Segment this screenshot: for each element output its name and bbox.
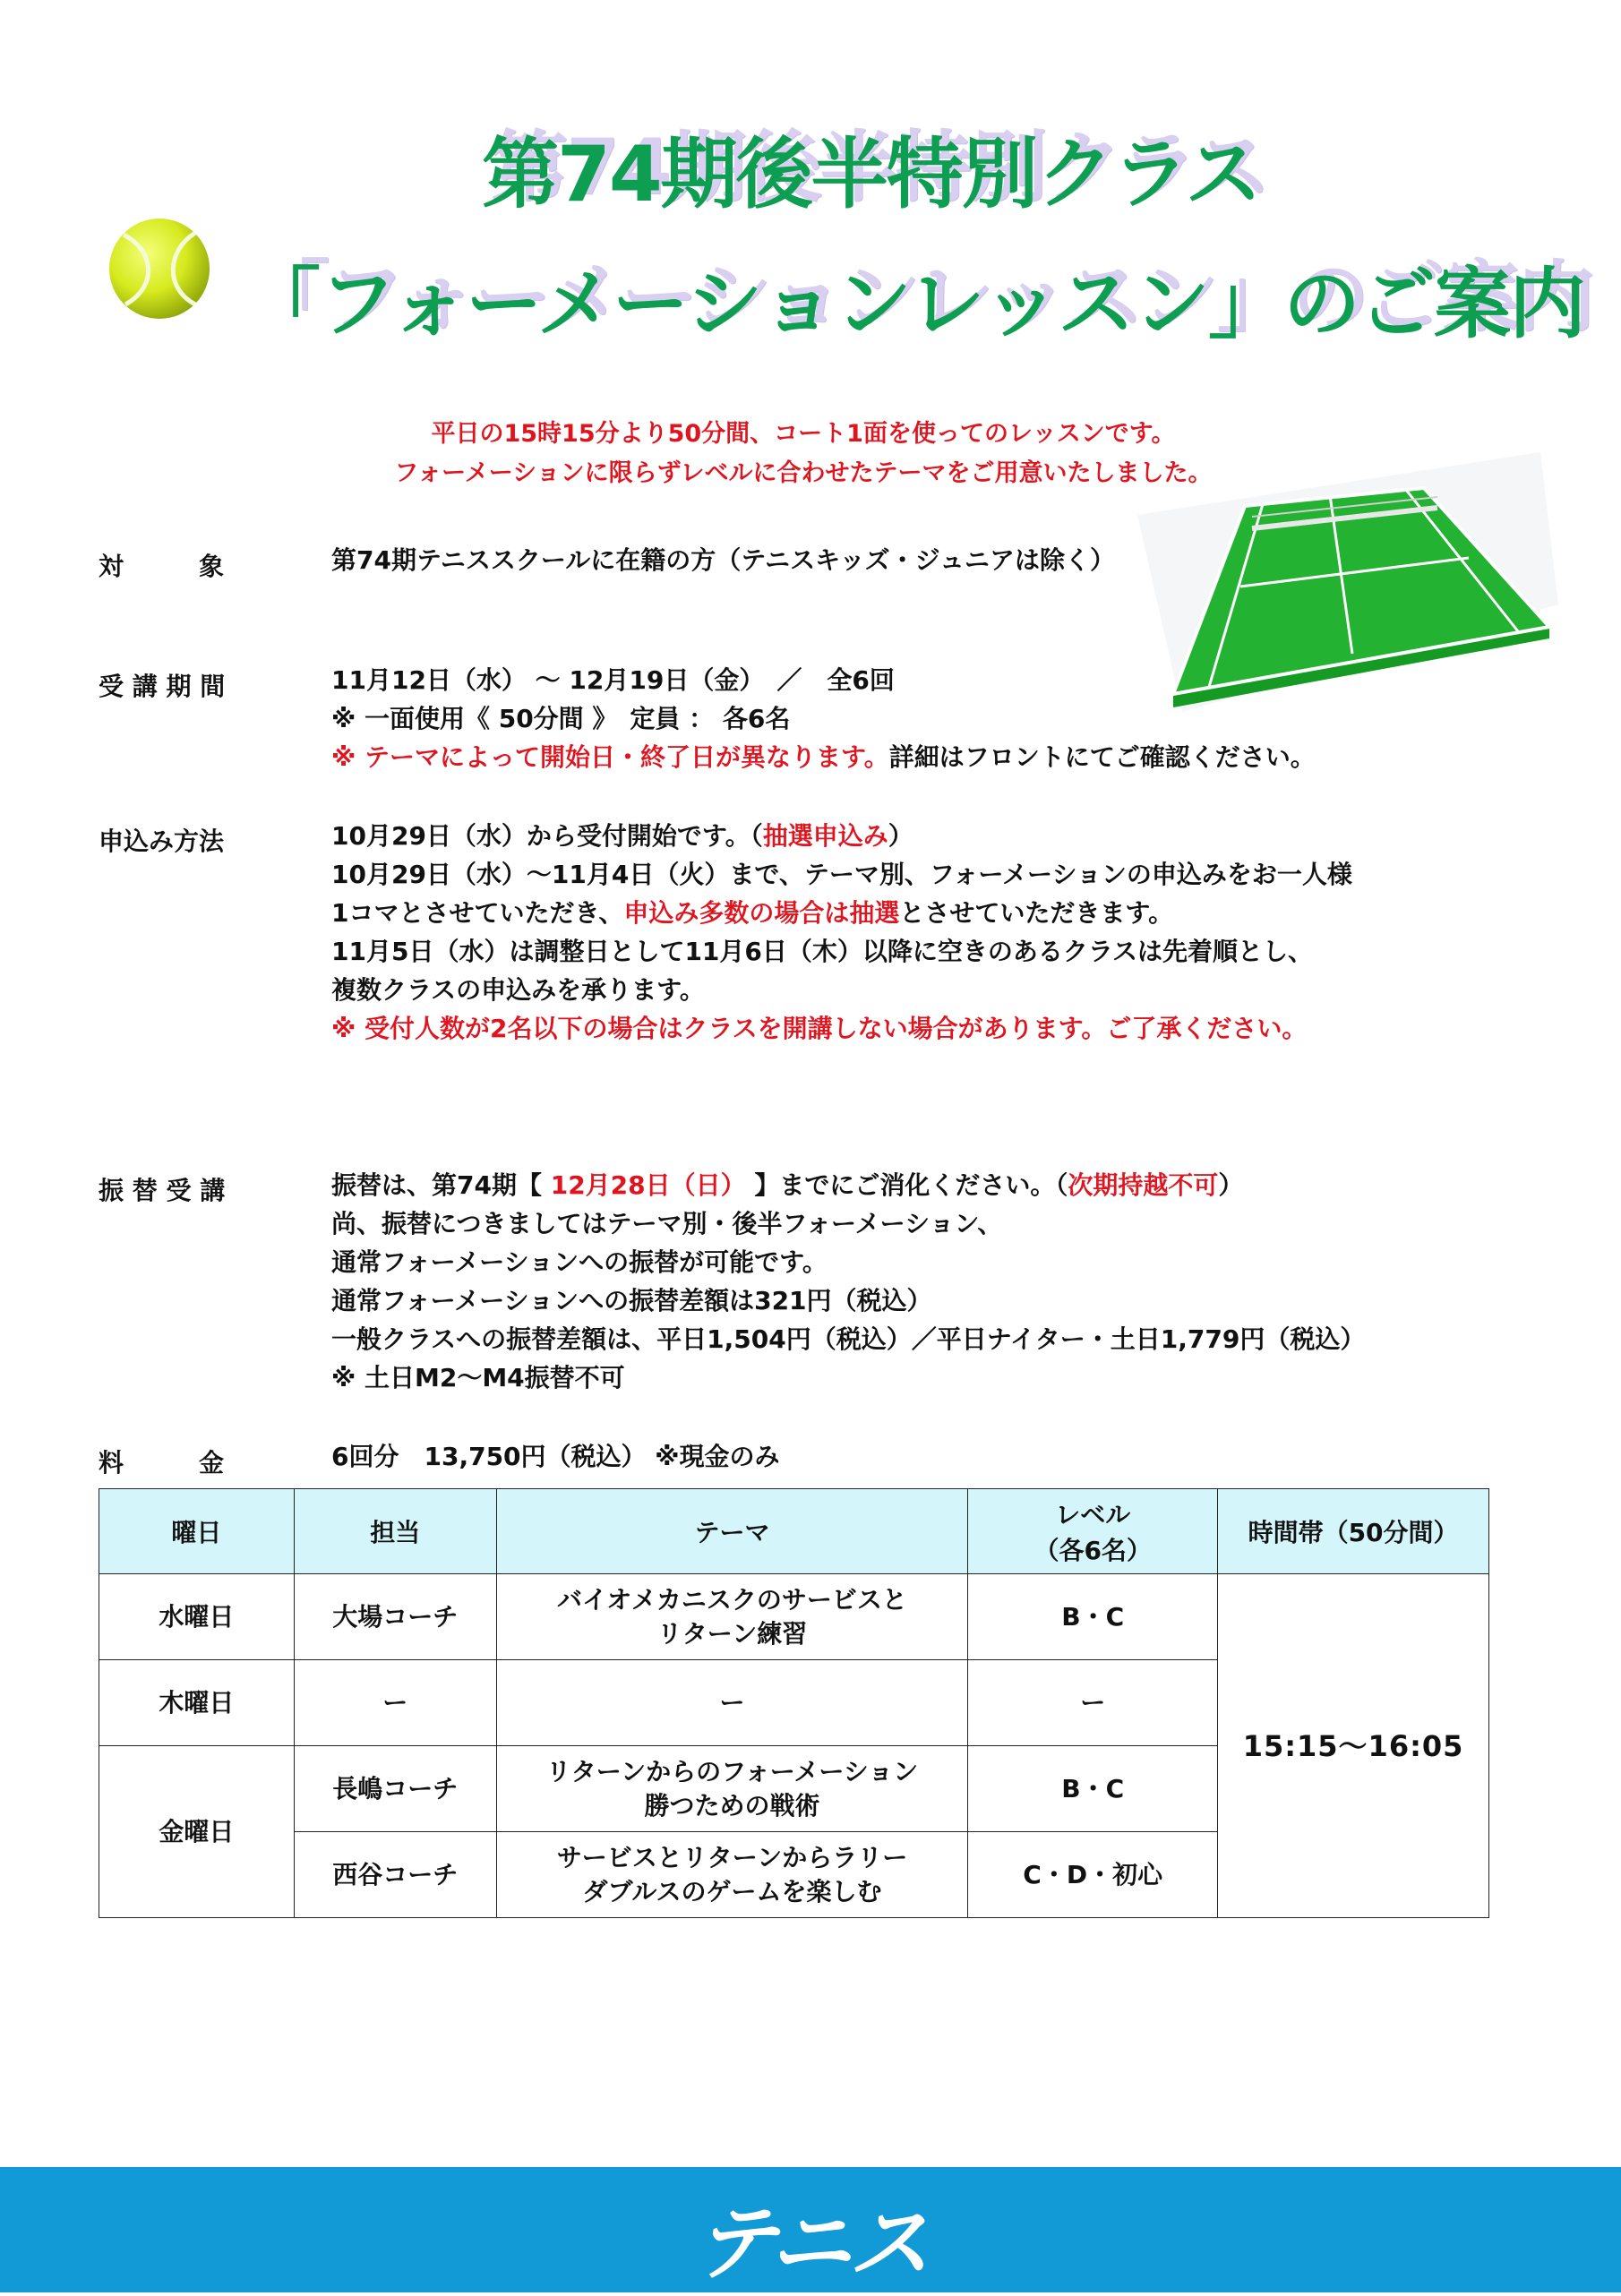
label-target: 対 象 bbox=[99, 552, 225, 581]
makeup-no-carryover: 次期持越不可 bbox=[1068, 1170, 1219, 1200]
cell-theme-line1: サービスとリターンからラリー bbox=[556, 1842, 908, 1872]
makeup-line1-c: ） bbox=[1218, 1170, 1244, 1200]
cell-level: C・D・初心 bbox=[968, 1832, 1218, 1918]
cell-theme-line2: リターン練習 bbox=[656, 1618, 808, 1649]
period-capacity: ※ 一面使用《 50分間 》 定員 ： 各6名 bbox=[331, 704, 791, 733]
schedule-table bbox=[99, 1488, 1489, 1918]
apply-line3 bbox=[331, 894, 1352, 932]
period-note-rest: 詳細はフロントにてご確認ください。 bbox=[888, 742, 1316, 772]
makeup-text-block bbox=[331, 1166, 1365, 1397]
label-makeup: 振 替 受 講 bbox=[99, 1176, 226, 1205]
apply-line3-b: とさせていただきます。 bbox=[899, 898, 1174, 928]
apply-line1-b: ） bbox=[888, 821, 913, 851]
cell-day: 木曜日 bbox=[99, 1660, 295, 1746]
fee-text-block bbox=[331, 1437, 780, 1476]
footer-logo-text: テニス bbox=[693, 2196, 928, 2292]
makeup-line3: 通常フォーメーションへの振替が可能です。 bbox=[331, 1247, 828, 1277]
makeup-line2: 尚、振替につきましてはテーマ別・後半フォーメーション、 bbox=[331, 1209, 1003, 1238]
apply-line3-a: 1コマとさせていただき、 bbox=[331, 898, 624, 928]
period-note bbox=[331, 738, 1316, 776]
makeup-line4: 通常フォーメーションへの振替差額は321円（税込） bbox=[331, 1286, 932, 1315]
cell-day: 金曜日 bbox=[99, 1746, 295, 1918]
apply-line1 bbox=[331, 817, 1352, 855]
intro-line1: 平日の15時15分より50分間、コート1面を使ってのレッスンです。 bbox=[431, 420, 1176, 448]
header-level-line1: レベル bbox=[1055, 1500, 1131, 1529]
makeup-deadline: 12月28日（日） bbox=[550, 1170, 746, 1200]
cell-coach: 大場コーチ bbox=[294, 1574, 496, 1660]
label-period: 受 講 期 間 bbox=[99, 672, 226, 701]
apply-lottery: 抽選申込み bbox=[762, 821, 888, 851]
cell-level: B・C bbox=[968, 1746, 1218, 1832]
period-dates: 11月12日（水） ～ 12月19日（金） ／ 全6回 bbox=[331, 665, 895, 695]
page-title-line1: 第74期後半特別クラス bbox=[482, 130, 1261, 219]
cell-coach: 長嶋コーチ bbox=[294, 1746, 496, 1832]
period-note-red: ※ テーマによって開始日・終了日が異なります。 bbox=[331, 742, 889, 772]
header-coach: 担当 bbox=[294, 1489, 496, 1574]
apply-line4: 11月5日（水）は調整日として11月6日（木）以降に空きのあるクラスは先着順とし、 bbox=[331, 937, 1314, 966]
cell-coach: 西谷コーチ bbox=[294, 1832, 496, 1918]
header-level bbox=[968, 1489, 1218, 1574]
header-day: 曜日 bbox=[99, 1489, 295, 1574]
header-time: 時間帯（50分間） bbox=[1218, 1489, 1489, 1574]
header-theme: テーマ bbox=[496, 1489, 968, 1574]
cell-theme bbox=[496, 1574, 968, 1660]
target-text: 第74期テニススクールに在籍の方（テニスキッズ・ジュニアは除く） bbox=[331, 545, 1116, 575]
cell-level: B・C bbox=[968, 1574, 1218, 1660]
fee-text: 6回分 13,750円（税込） ※現金のみ bbox=[331, 1442, 780, 1471]
label-fee: 料 金 bbox=[99, 1448, 225, 1478]
target-text-block bbox=[331, 541, 1115, 579]
table-row bbox=[99, 1574, 1489, 1660]
apply-line3-red: 申込み多数の場合は抽選 bbox=[623, 898, 900, 928]
apply-line5: 複数クラスの申込みを承ります。 bbox=[331, 975, 705, 1005]
cell-theme-line1: リターンからのフォーメーション bbox=[545, 1756, 919, 1786]
footer-banner bbox=[0, 2167, 1621, 2292]
cell-time: 15:15～16:05 bbox=[1218, 1574, 1489, 1918]
cell-level: ー bbox=[968, 1660, 1218, 1746]
cell-theme bbox=[496, 1832, 968, 1918]
makeup-line1 bbox=[331, 1166, 1365, 1204]
table-header-row bbox=[99, 1489, 1489, 1574]
makeup-line5: 一般クラスへの振替差額は、平日1,504円（税込）／平日ナイター・土日1,779円（税込） bbox=[331, 1324, 1366, 1354]
intro-line2: フォーメーションに限らずレベルに合わせたテーマをご用意いたしました。 bbox=[394, 459, 1213, 487]
makeup-line1-a: 振替は、第74期【 bbox=[331, 1170, 551, 1200]
cell-day: 水曜日 bbox=[99, 1574, 295, 1660]
tennis-ball-icon bbox=[106, 215, 213, 322]
page-title-line2: 「フォーメーションレッスン」のご案内 bbox=[244, 260, 1584, 349]
header-level-line2: （各6名） bbox=[1033, 1536, 1152, 1565]
cell-theme-line1: バイオメカニスクのサービスと bbox=[557, 1584, 907, 1615]
makeup-line1-b: 】までにご消化ください。（ bbox=[745, 1170, 1068, 1200]
cell-theme bbox=[496, 1746, 968, 1832]
cell-theme-line2: 勝つための戦術 bbox=[644, 1790, 820, 1821]
makeup-line6: ※ 土日M2～M4振替不可 bbox=[331, 1363, 625, 1392]
label-apply: 申込み方法 bbox=[99, 827, 225, 856]
apply-warning: ※ 受付人数が2名以下の場合はクラスを開講しない場合があります。ご了承ください。 bbox=[331, 1014, 1308, 1043]
cell-theme: ー bbox=[496, 1660, 968, 1746]
period-text-block bbox=[331, 661, 1316, 776]
apply-line2: 10月29日（水）～11月4日（火）まで、テーマ別、フォーメーションの申込みをお一人様 bbox=[331, 860, 1352, 889]
cell-theme-line2: ダブルスのゲームを楽しむ bbox=[582, 1876, 882, 1906]
apply-text-block bbox=[331, 817, 1352, 1048]
apply-line1-a: 10月29日（水）から受付開始です。（ bbox=[331, 821, 763, 851]
cell-coach: ー bbox=[294, 1660, 496, 1746]
